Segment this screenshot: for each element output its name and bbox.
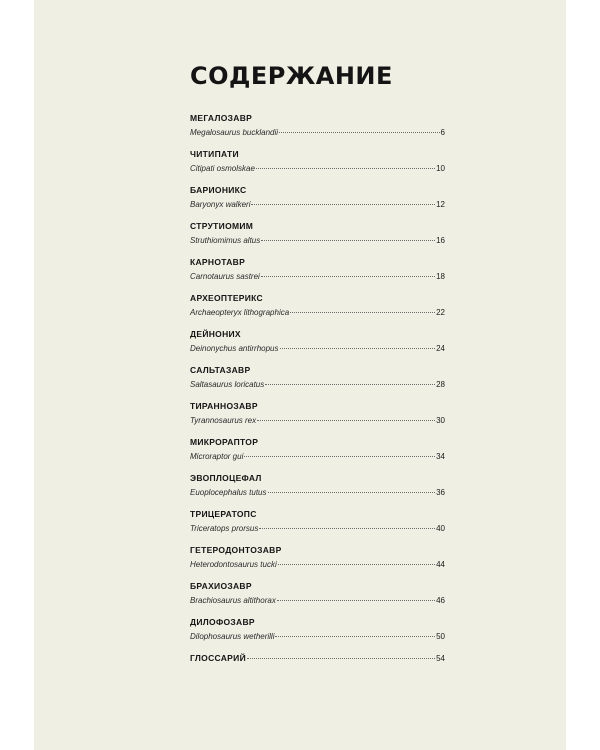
entry-page-number: 46 [436,596,445,605]
dot-leader [290,312,435,313]
entry-name: МИКРОРАПТОР [190,437,259,447]
entry-name: САЛЬТАЗАВР [190,365,251,375]
entry-name: ДЕЙНОНИХ [190,329,241,339]
toc-entry[interactable] [190,399,445,435]
entry-line [190,306,445,319]
entry-line [190,378,445,391]
entry-name: КАРНОТАВР [190,257,246,267]
entry-page-number: 40 [436,524,445,533]
entry-page-number: 30 [436,416,445,425]
dot-leader [261,240,435,241]
dot-leader [268,492,436,493]
entry-page-number: 44 [436,560,445,569]
entry-name: ГЕТЕРОДОНТОЗАВР [190,545,282,555]
entry-latin-name: Euoplocephalus tutus [190,488,267,497]
dot-leader [257,420,435,421]
entry-latin-name: Archaeopteryx lithographica [190,308,290,317]
glossary-name: ГЛОССАРИЙ [190,653,246,663]
toc-entry[interactable] [190,579,445,615]
dot-leader [279,132,439,133]
entry-line [190,342,445,355]
entry-latin-name: Tyrannosaurus rex [190,416,257,425]
entry-latin-name: Heterodontosaurus tucki [190,560,277,569]
entry-latin-name: Carnotaurus sastrei [190,272,260,281]
toc-entry[interactable] [190,111,445,147]
dot-leader [278,564,435,565]
dot-leader [251,204,435,205]
entry-line [190,558,445,571]
glossary-line [190,651,445,666]
toc-entry[interactable] [190,615,445,651]
toc-entry[interactable] [190,435,445,471]
toc-entry[interactable] [190,219,445,255]
toc-entry[interactable] [190,291,445,327]
entry-line [190,522,445,535]
toc-entry-glossary[interactable] [190,651,445,687]
dot-leader [247,658,435,659]
entry-name: ТРИЦЕРАТОПС [190,509,257,519]
entry-line [190,198,445,211]
toc-entry[interactable] [190,507,445,543]
toc-entry[interactable] [190,255,445,291]
entry-latin-name: Microraptor gui [190,452,244,461]
toc-entry[interactable] [190,147,445,183]
entry-name: ЧИТИПАТИ [190,149,239,159]
entry-name: ЭВОПЛОЦЕФАЛ [190,473,262,483]
entry-page-number: 50 [436,632,445,641]
dot-leader [280,348,436,349]
toc-entry[interactable] [190,183,445,219]
entry-name: АРХЕОПТЕРИКС [190,293,263,303]
entry-page-number: 24 [436,344,445,353]
toc-entry[interactable] [190,327,445,363]
entry-name: БАРИОНИКС [190,185,247,195]
dot-leader [277,600,435,601]
entry-name: СТРУТИОМИМ [190,221,254,231]
glossary-page-number: 54 [436,654,445,663]
entry-latin-name: Baryonyx walkeri [190,200,251,209]
entry-name: БРАХИОЗАВР [190,581,252,591]
entry-page-number: 34 [436,452,445,461]
entry-page-number: 36 [436,488,445,497]
entry-line [190,234,445,247]
entry-page-number: 12 [436,200,445,209]
entry-name: МЕГАЛОЗАВР [190,113,253,123]
dot-leader [261,276,435,277]
entry-latin-name: Dilophosaurus wetherilli [190,632,275,641]
dot-leader [265,384,435,385]
page-title: СОДЕРЖАНИЕ [190,62,393,90]
table-of-contents [190,111,445,687]
entry-latin-name: Brachiosaurus altithorax [190,596,276,605]
entry-line [190,486,445,499]
entry-name: ТИРАННОЗАВР [190,401,258,411]
entry-page-number: 6 [440,128,445,137]
entry-name: ДИЛОФОЗАВР [190,617,255,627]
book-page [34,0,566,750]
toc-entry[interactable] [190,363,445,399]
entry-page-number: 10 [436,164,445,173]
dot-leader [244,456,435,457]
dot-leader [256,168,435,169]
toc-entry[interactable] [190,543,445,579]
entry-latin-name: Citipati osmolskae [190,164,255,173]
entry-latin-name: Megalosaurus bucklandii [190,128,279,137]
entry-page-number: 16 [436,236,445,245]
entry-line [190,450,445,463]
entry-latin-name: Struthiomimus altus [190,236,261,245]
dot-leader [275,636,435,637]
entry-line [190,594,445,607]
entry-line [190,162,445,175]
entry-latin-name: Triceratops prorsus [190,524,259,533]
entry-line [190,630,445,643]
entry-latin-name: Saltasaurus loricatus [190,380,265,389]
dot-leader [259,528,435,529]
entry-page-number: 18 [436,272,445,281]
toc-entry[interactable] [190,471,445,507]
entry-line [190,414,445,427]
entry-page-number: 28 [436,380,445,389]
entry-page-number: 22 [436,308,445,317]
entry-line [190,270,445,283]
entry-line [190,126,445,139]
entry-latin-name: Deinonychus antirrhopus [190,344,279,353]
